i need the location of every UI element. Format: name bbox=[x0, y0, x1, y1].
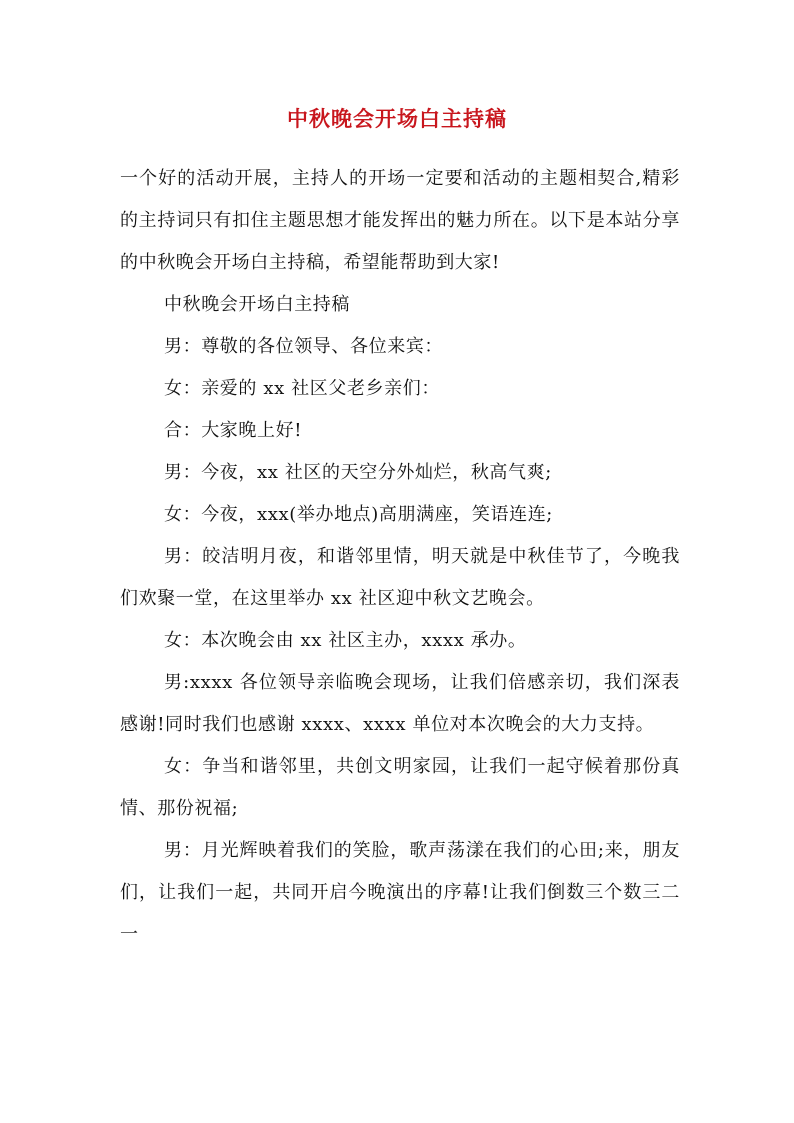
script-line-1: 男：尊敬的各位领导、各位来宾： bbox=[164, 336, 443, 357]
script-line-8: 男:xxxx 各位领导亲临晚会现场，让我们倍感亲切，我们深表感谢!同时我们也感谢 xxxx、xxxx 单位对本次晚会的大力支持。 bbox=[120, 672, 680, 735]
script-line-3: 合：大家晚上好! bbox=[164, 420, 303, 441]
script-line-4: 男：今夜，xx 社区的天空分外灿烂，秋高气爽; bbox=[164, 462, 552, 483]
script-line-6: 男：皎洁明月夜，和谐邻里情，明天就是中秋佳节了，今晚我们欢聚一堂，在这里举办 xx 社区迎中秋文艺晚会。 bbox=[120, 546, 680, 609]
script-line-2: 女：亲爱的 xx 社区父老乡亲们： bbox=[164, 378, 440, 399]
document-body bbox=[120, 158, 680, 956]
script-line-5: 女：今夜，xxx(举办地点)高朋满座，笑语连连; bbox=[164, 504, 553, 525]
script-line-9: 女：争当和谐邻里，共创文明家园，让我们一起守候着那份真情、那份祝福; bbox=[120, 756, 680, 819]
script-line-10: 男：月光辉映着我们的笑脸，歌声荡漾在我们的心田;来，朋友们，让我们一起，共同开启今晚演出的序幕!让我们倒数三个数三二一 bbox=[120, 840, 680, 945]
document-title: 中秋晚会开场白主持稿 bbox=[287, 106, 507, 131]
intro-paragraph: 一个好的活动开展，主持人的开场一定要和活动的主题相契合,精彩的主持词只有扣住主题思想才能发挥出的魅力所在。以下是本站分享的中秋晚会开场白主持稿，希望能帮助到大家! bbox=[120, 168, 680, 273]
script-line-7: 女：本次晚会由 xx 社区主办，xxxx 承办。 bbox=[164, 630, 527, 651]
section-heading: 中秋晚会开场白主持稿 bbox=[164, 294, 350, 315]
